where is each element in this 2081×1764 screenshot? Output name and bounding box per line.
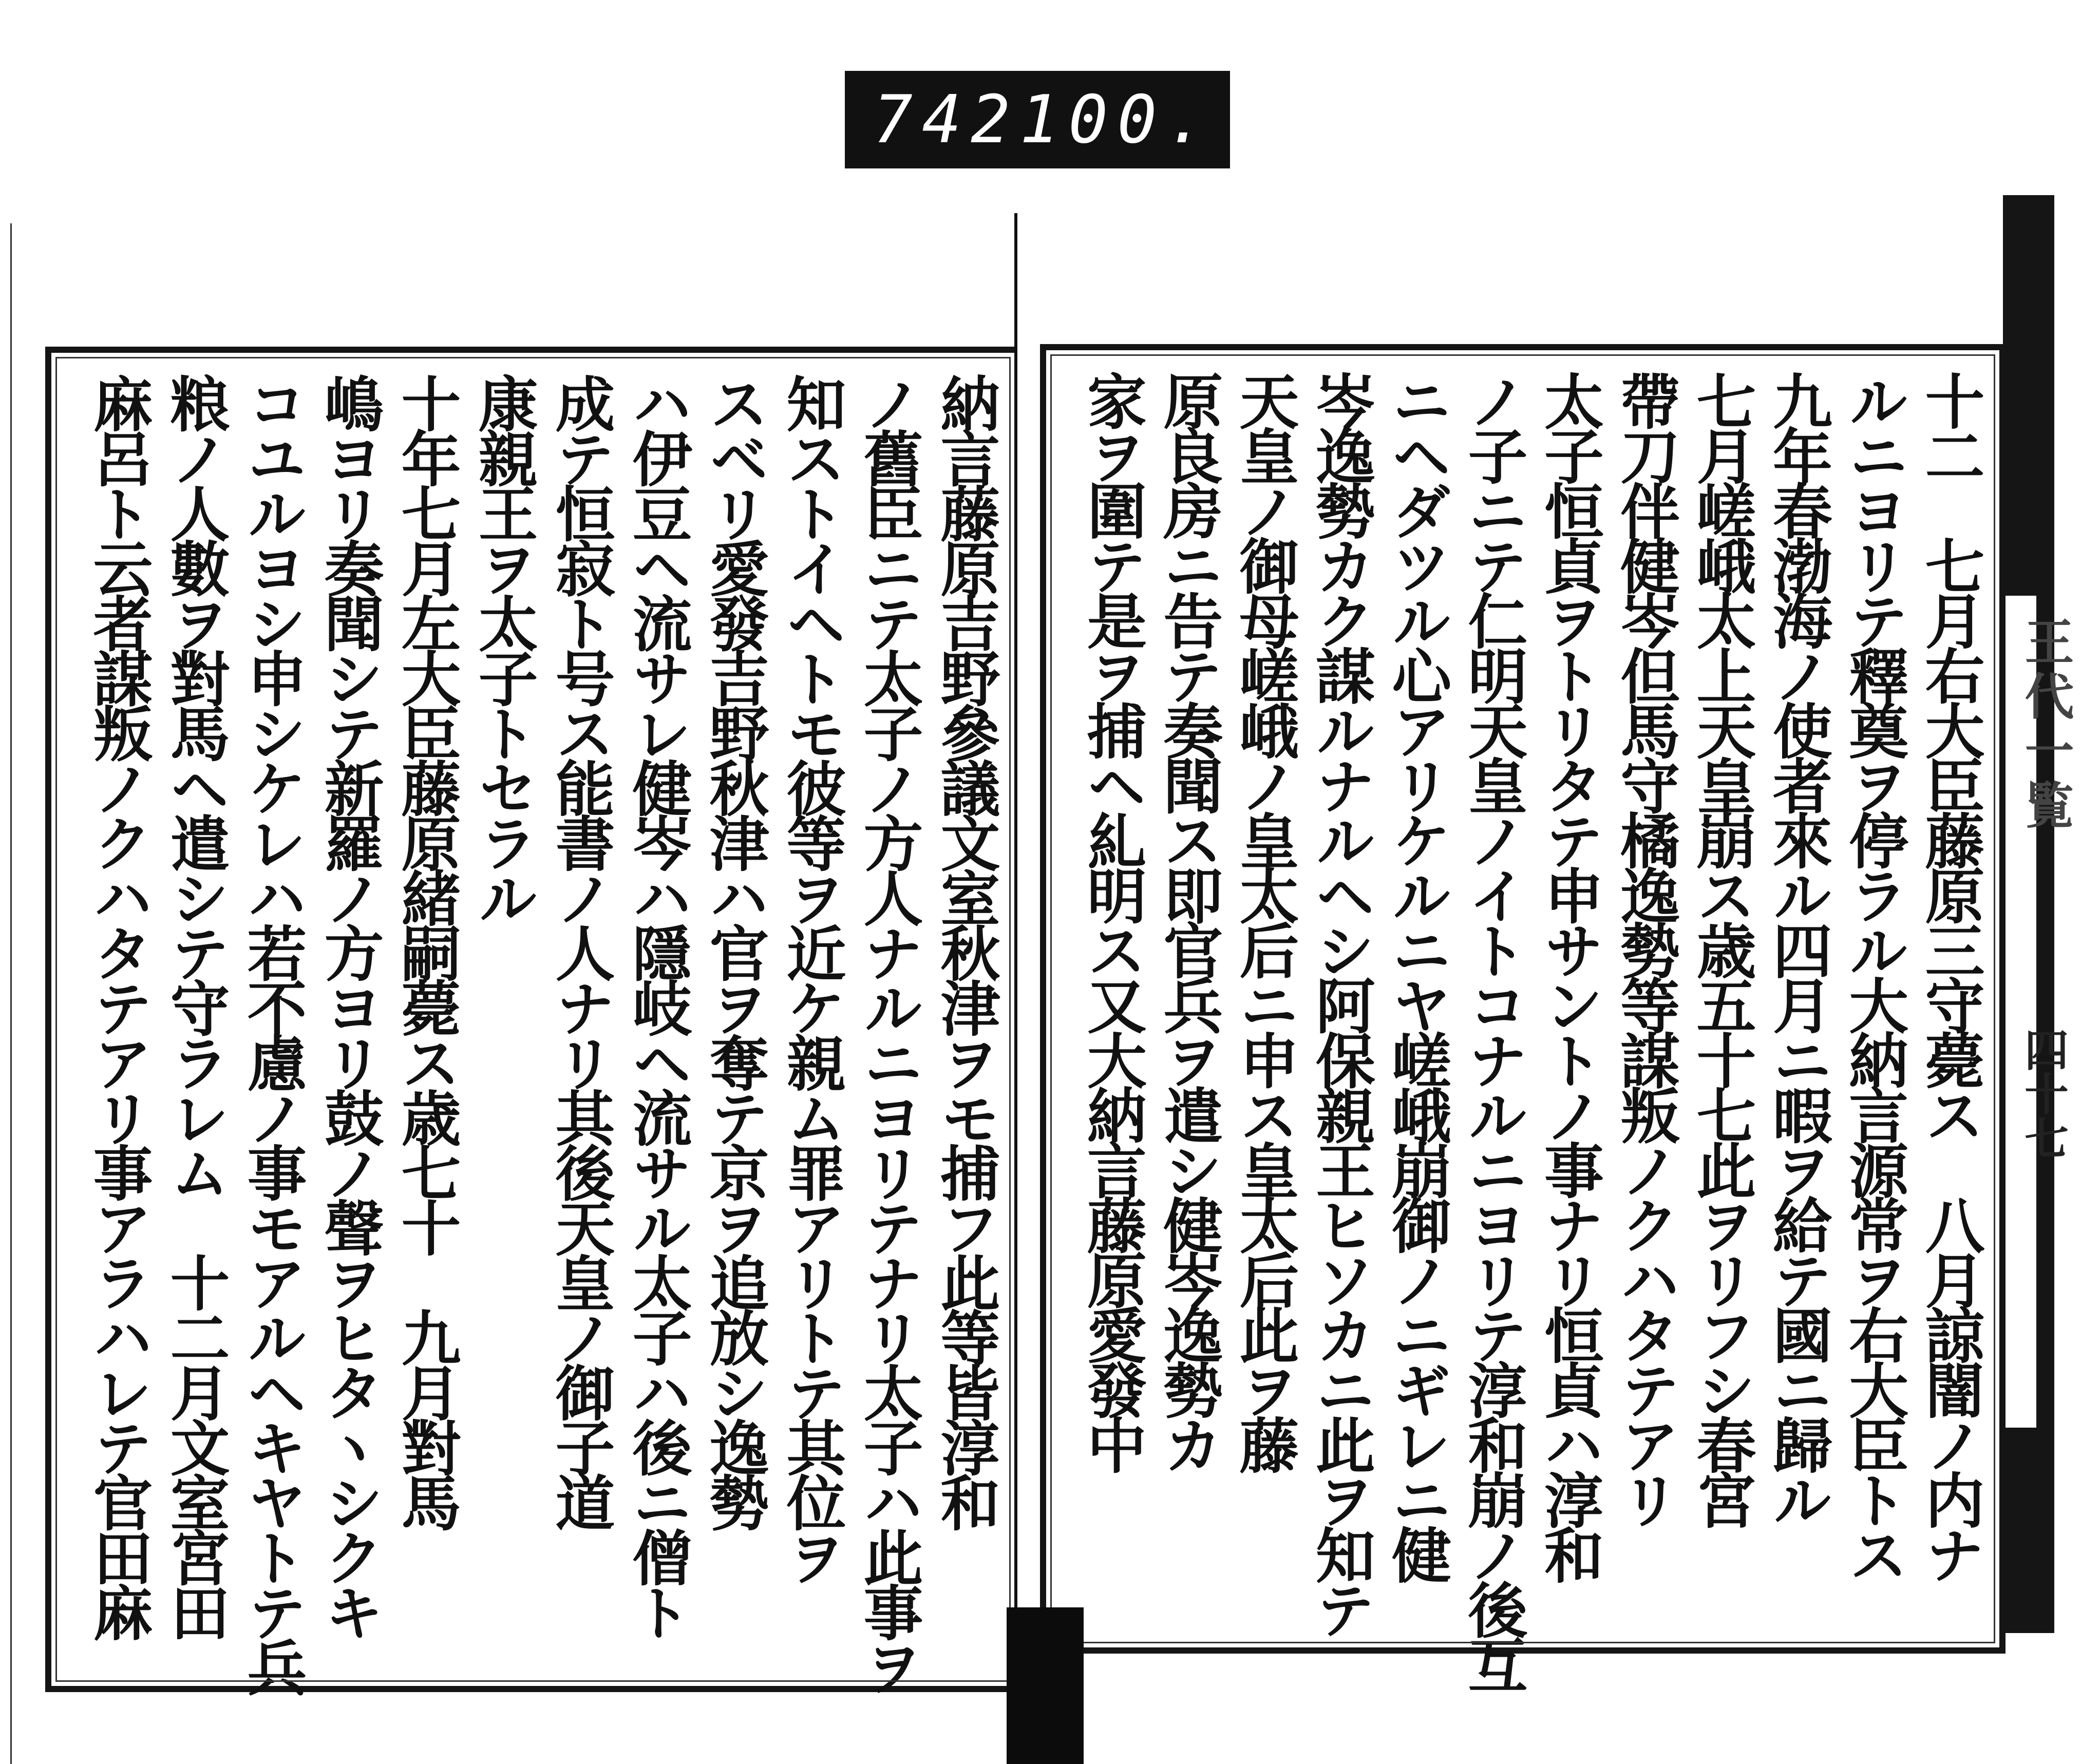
catalog-number-right: 100. bbox=[1019, 81, 1215, 158]
text-column: 成テ恒寂ト号ス能書ノ人ナリ其後天皇ノ御子道 bbox=[545, 373, 615, 1527]
catalog-number-label bbox=[845, 71, 1230, 168]
left-page-text bbox=[71, 373, 1000, 1692]
text-column: 納言藤原吉野參議文室秋津ヲモ捕フ此等皆淳和 bbox=[931, 373, 1000, 1527]
text-column: 麻呂ト云者謀叛ノクハタテアリ事アラハレテ官田麻 bbox=[83, 373, 153, 1637]
text-column: 七月嵯峨太上天皇崩ス歳五十七此ヲリフシ春宮 bbox=[1687, 371, 1757, 1525]
text-column: 岑逸勢カク謀ルナルヘシ阿保親王ヒソカニ此ヲ知テ bbox=[1306, 371, 1376, 1635]
text-column: ハ伊豆ヘ流サレ健岑ハ隱岐ヘ流サル太子ハ後ニ僧ト bbox=[622, 373, 692, 1637]
left-page bbox=[10, 223, 1018, 1764]
text-column: 九年春渤海ノ使者來ル四月ニ暇ヲ給テ國ニ歸ル bbox=[1763, 371, 1833, 1525]
right-page-text bbox=[1066, 371, 1985, 1690]
text-column: 十二 七月右大臣藤原三守薨ス 八月諒闇ノ内ナ bbox=[1915, 371, 1985, 1580]
right-page-frame bbox=[1040, 344, 2006, 1690]
right-margin-title: 王代一覧 bbox=[2017, 616, 2075, 834]
book-gutter bbox=[1014, 213, 1031, 1764]
text-column: 知ストイヘトモ彼等ヲ近ケ親ム罪アリトテ其位ヲ bbox=[777, 373, 846, 1582]
text-column: 粮ノ人數ヲ對馬ヘ遣シテ守ラレム 十二月文室宮田 bbox=[160, 373, 230, 1637]
catalog-number-left: 742 bbox=[873, 81, 1020, 158]
text-column: 太子恒貞ヲトリタテ申サントノ事ナリ恒貞ハ淳和 bbox=[1534, 371, 1604, 1580]
left-page-frame bbox=[45, 347, 1021, 1692]
text-column: コユルヨシ申シケレハ若不慮ノ事モアルヘキヤトテ兵 bbox=[237, 373, 307, 1692]
text-column: ルニヨリテ釋奠ヲ停ラル大納言源常ヲ右大臣トス bbox=[1839, 371, 1909, 1580]
text-column: ノ子ニテ仁明天皇ノイトコナルニヨリテ淳和崩ノ後互 bbox=[1458, 371, 1528, 1690]
book-spine-shadow bbox=[1007, 1607, 1084, 1764]
text-column: 天皇ノ御母嵯峨ノ皇太后ニ申ス皇太后此ヲ藤 bbox=[1229, 371, 1300, 1470]
text-column: 家ヲ圍テ是ヲ捕ヘ糺明ス又大納言藤原愛發中 bbox=[1077, 371, 1147, 1470]
text-column: 十年七月左大臣藤原緒嗣薨ス歳七十 九月對馬 bbox=[391, 373, 461, 1527]
text-column: 康親王ヲ太子トセラル bbox=[468, 373, 538, 923]
text-column: ニヘダツル心アリケルニヤ嵯峨崩御ノニギレニ健 bbox=[1382, 371, 1452, 1580]
text-column: ノ舊臣ニテ太子ノ方人ナルニヨリテナリ太子ハ此事ヲ bbox=[854, 373, 923, 1692]
text-column: スベリ愛發吉野秋津ハ官ヲ奪テ京ヲ追放シ逸勢 bbox=[699, 373, 769, 1527]
text-column: 原良房ニ告テ奏聞ス即官兵ヲ遣シ健岑逸勢カ bbox=[1153, 371, 1223, 1470]
text-column: 帶刀伴健岑但馬守橘逸勢等謀叛ノクハタテアリ bbox=[1610, 371, 1680, 1525]
right-page bbox=[1040, 216, 2011, 1761]
text-column: 嶋ヨリ奏聞シテ新羅ノ方ヨリ鼓ノ聲ヲヒタヽシクキ bbox=[314, 373, 384, 1637]
right-margin-folio: 四十七 bbox=[2017, 1027, 2069, 1160]
